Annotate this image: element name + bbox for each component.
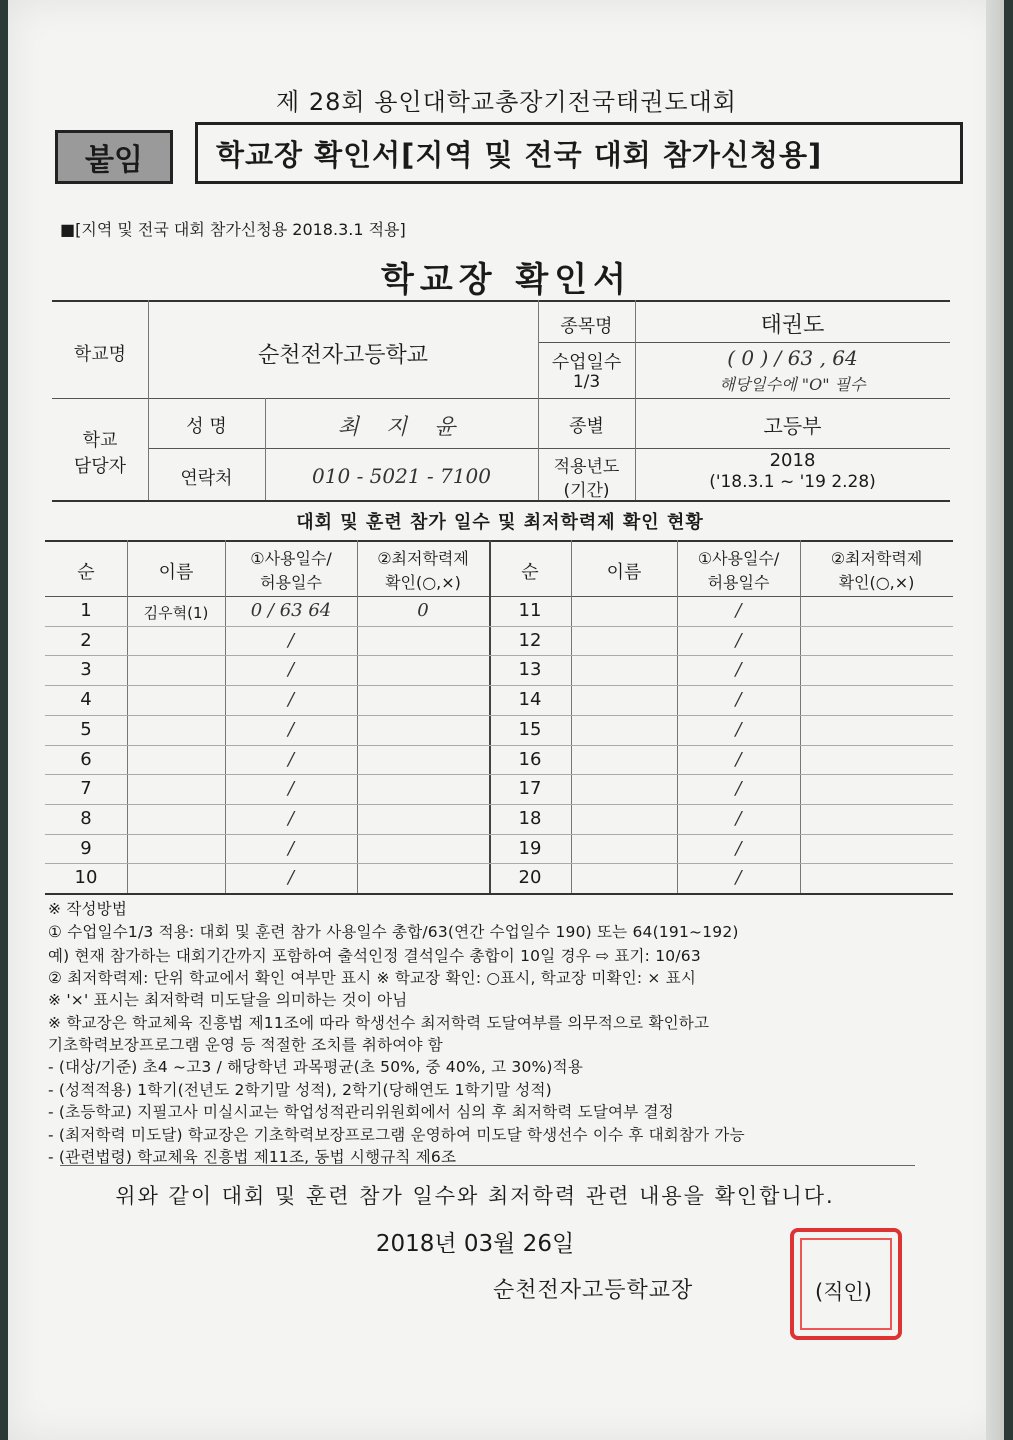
- instruction-line: - (초등학교) 지필고사 미실시교는 학업성적관리위원회에서 심의 후 최저학력 도달여부 결정: [48, 1103, 674, 1121]
- instruction-line: - (최저학력 미도달) 학교장은 기초학력보장프로그램 운영하여 미도달 학생선수 이수 후 대회참가 가능: [48, 1126, 745, 1144]
- division-value: 고등부: [763, 414, 822, 438]
- sport-label: 종목명: [560, 316, 613, 337]
- paper-edge: [986, 0, 1004, 1440]
- instruction-line: ② 최저학력제: 단위 학교에서 확인 여부만 표시 ※ 학교장 확인: ○표시, 학교장 미확인: × 표시: [48, 969, 697, 987]
- form-title: 학교장 확인서[지역 및 전국 대회 참가신청용]: [195, 122, 963, 184]
- info-top-border: [52, 300, 950, 302]
- table-row-divider: [45, 655, 489, 656]
- stamp-label: (직인): [815, 1280, 872, 1304]
- principal-name: 순천전자고등학교장: [493, 1278, 694, 1303]
- row-number: 8: [80, 807, 92, 829]
- header-days-2: 허용일수: [260, 573, 322, 592]
- table-row-divider: [489, 715, 953, 716]
- table-col-divider: [571, 540, 572, 893]
- sport-value: 태권도: [760, 313, 825, 338]
- header-name: 이름: [158, 562, 194, 583]
- instructions-divider: [60, 1165, 915, 1166]
- instruction-line: ※ 작성방법: [48, 900, 128, 918]
- header-academic-right: ②최저학력제: [830, 549, 923, 568]
- header-days-right-2: 허용일수: [707, 573, 770, 592]
- header-name-right: 이름: [606, 562, 642, 583]
- year-value: 2018: [769, 450, 816, 471]
- table-row-divider: [45, 685, 489, 686]
- row-days: 0 / 63 64: [250, 600, 332, 621]
- info-division-divider: [538, 448, 950, 449]
- row-days: /: [735, 600, 742, 621]
- row-number: 16: [518, 748, 542, 770]
- manager-name-value: 최 지 윤: [337, 415, 466, 440]
- row-number: 2: [80, 629, 92, 651]
- table-row-divider: [489, 834, 953, 835]
- row-days: /: [735, 659, 742, 681]
- table-row-divider: [489, 655, 953, 656]
- header-no-right: 순: [521, 562, 539, 583]
- year-label: 적용년도: [553, 457, 620, 477]
- row-number: 4: [80, 689, 92, 711]
- row-days: /: [735, 718, 742, 740]
- row-days: /: [735, 778, 742, 800]
- row-number: 12: [518, 629, 542, 651]
- class-days-ratio-label: 1/3: [572, 372, 601, 392]
- header-academic: ②최저학력제: [377, 549, 469, 568]
- row-number: 6: [80, 748, 92, 770]
- row-days: /: [287, 689, 295, 711]
- year-period-value: ('18.3.1 ~ '19 2.28): [709, 472, 876, 492]
- row-days: /: [287, 837, 295, 859]
- row-days: /: [287, 807, 295, 829]
- name-label: 성 명: [186, 416, 227, 437]
- table-row-divider: [489, 626, 953, 627]
- table-row-divider: [489, 745, 953, 746]
- row-number: 11: [518, 600, 542, 621]
- row-number: 3: [80, 659, 92, 681]
- table-row-divider: [45, 804, 489, 805]
- info-subrow-divider: [148, 448, 538, 449]
- row-name: 김우혁(1): [143, 604, 209, 622]
- header-academic-2: 확인(○,×): [385, 573, 461, 592]
- row-days: /: [287, 867, 295, 889]
- school-name-value: 순천전자고등학교: [257, 343, 429, 368]
- contest-title: 제 28회 용인대학교총장기전국태권도대회: [276, 88, 737, 116]
- confirmation-statement: 위와 같이 대회 및 훈련 참가 일수와 최저학력 관련 내용을 확인합니다.: [115, 1184, 835, 1208]
- table-bottom-border: [45, 893, 953, 895]
- header-academic-right-2: 확인(○,×): [838, 573, 915, 592]
- info-row-divider: [52, 398, 950, 399]
- table-row-divider: [489, 685, 953, 686]
- table-row-divider: [489, 774, 953, 775]
- row-days: /: [287, 748, 295, 770]
- table-row-divider: [45, 774, 489, 775]
- row-number: 13: [518, 659, 542, 681]
- applied-note: ■[지역 및 전국 대회 참가신청용 2018.3.1 적용]: [60, 220, 406, 239]
- status-table-title: 대회 및 훈련 참가 일수 및 최저학력제 확인 현황: [296, 512, 704, 533]
- row-number: 1: [80, 600, 92, 621]
- row-number: 19: [518, 837, 542, 859]
- row-number: 17: [518, 778, 542, 800]
- row-number: 14: [518, 689, 542, 711]
- document-date: 2018년 03월 26일: [375, 1231, 575, 1257]
- row-days: /: [735, 629, 742, 651]
- instruction-line: - (대상/기준) 초4 ~고3 / 해당학년 과목평균(초 50%, 중 40%, 고 30%)적용: [48, 1058, 584, 1076]
- row-number: 20: [518, 867, 542, 889]
- instruction-line: - (성적적용) 1학기(전년도 2학기말 성적), 2학기(당해연도 1학기말 성적): [48, 1081, 552, 1099]
- row-days: /: [287, 718, 295, 740]
- table-row-divider: [45, 715, 489, 716]
- row-days: /: [735, 807, 742, 829]
- table-top-border: [45, 540, 953, 542]
- attachment-label: 붙임: [55, 130, 173, 184]
- header-days-right: ①사용일수/: [697, 549, 780, 568]
- table-row-divider: [45, 834, 489, 835]
- row-days: /: [735, 689, 742, 711]
- instruction-line: ※ '×' 표시는 최저학력 미도달을 의미하는 것이 아님: [48, 991, 408, 1009]
- table-row-divider: [45, 745, 489, 746]
- table-row-divider: [489, 863, 953, 864]
- table-row-divider: [45, 626, 489, 627]
- table-row-divider: [489, 804, 953, 805]
- manager-label: 학교: [82, 430, 118, 451]
- class-days-value: ( 0 ) / 63 , 64: [727, 346, 858, 370]
- instruction-line: ※ 학교장은 학교체육 진흥법 제11조에 따라 학생선수 최저학력 도달여부를 의무적으로 확인하고: [48, 1014, 710, 1032]
- manager-label-2: 담당자: [73, 456, 127, 477]
- row-days: /: [735, 867, 742, 889]
- year-period-label: (기간): [563, 481, 610, 501]
- row-days: /: [287, 659, 295, 681]
- row-days: /: [735, 748, 742, 770]
- row-academic: 0: [417, 600, 429, 621]
- row-days: /: [735, 837, 742, 859]
- row-number: 18: [518, 807, 542, 829]
- contact-label: 연락처: [180, 468, 233, 489]
- row-number: 7: [80, 778, 92, 800]
- info-sport-divider: [538, 342, 950, 343]
- header-days: ①사용일수/: [250, 549, 332, 568]
- info-bottom-border: [52, 500, 950, 502]
- row-number: 10: [74, 867, 98, 889]
- row-days: /: [287, 778, 295, 800]
- document-title: 학교장 확인서: [381, 260, 632, 300]
- row-number: 15: [518, 718, 542, 740]
- table-header-divider: [45, 596, 953, 597]
- row-number: 5: [80, 718, 92, 740]
- instruction-line: 예) 현재 참가하는 대회기간까지 포함하여 출석인정 결석일수 총합이 10일 경우 ⇨ 표기: 10/63: [48, 947, 701, 965]
- instruction-line: 기초학력보장프로그램 운영 등 적절한 조치를 취하여야 함: [48, 1036, 443, 1054]
- header-no: 순: [77, 562, 95, 583]
- row-number: 9: [80, 837, 92, 859]
- table-row-divider: [45, 863, 489, 864]
- table-col-divider: [127, 540, 128, 893]
- instruction-line: ① 수업일수1/3 적용: 대회 및 훈련 참가 사용일수 총합/63(연간 수업일수 190) 또는 64(191~192): [48, 923, 739, 941]
- class-days-note: 해당일수에 "O" 필수: [719, 375, 866, 394]
- row-days: /: [287, 629, 295, 651]
- contact-value: 010 - 5021 - 7100: [312, 464, 491, 488]
- instruction-line: - (관련법령) 학교체육 진흥법 제11조, 동법 시행규칙 제6조: [48, 1148, 457, 1166]
- class-days-label: 수업일수: [551, 352, 622, 373]
- school-name-label: 학교명: [73, 344, 127, 365]
- division-label: 종별: [569, 416, 604, 437]
